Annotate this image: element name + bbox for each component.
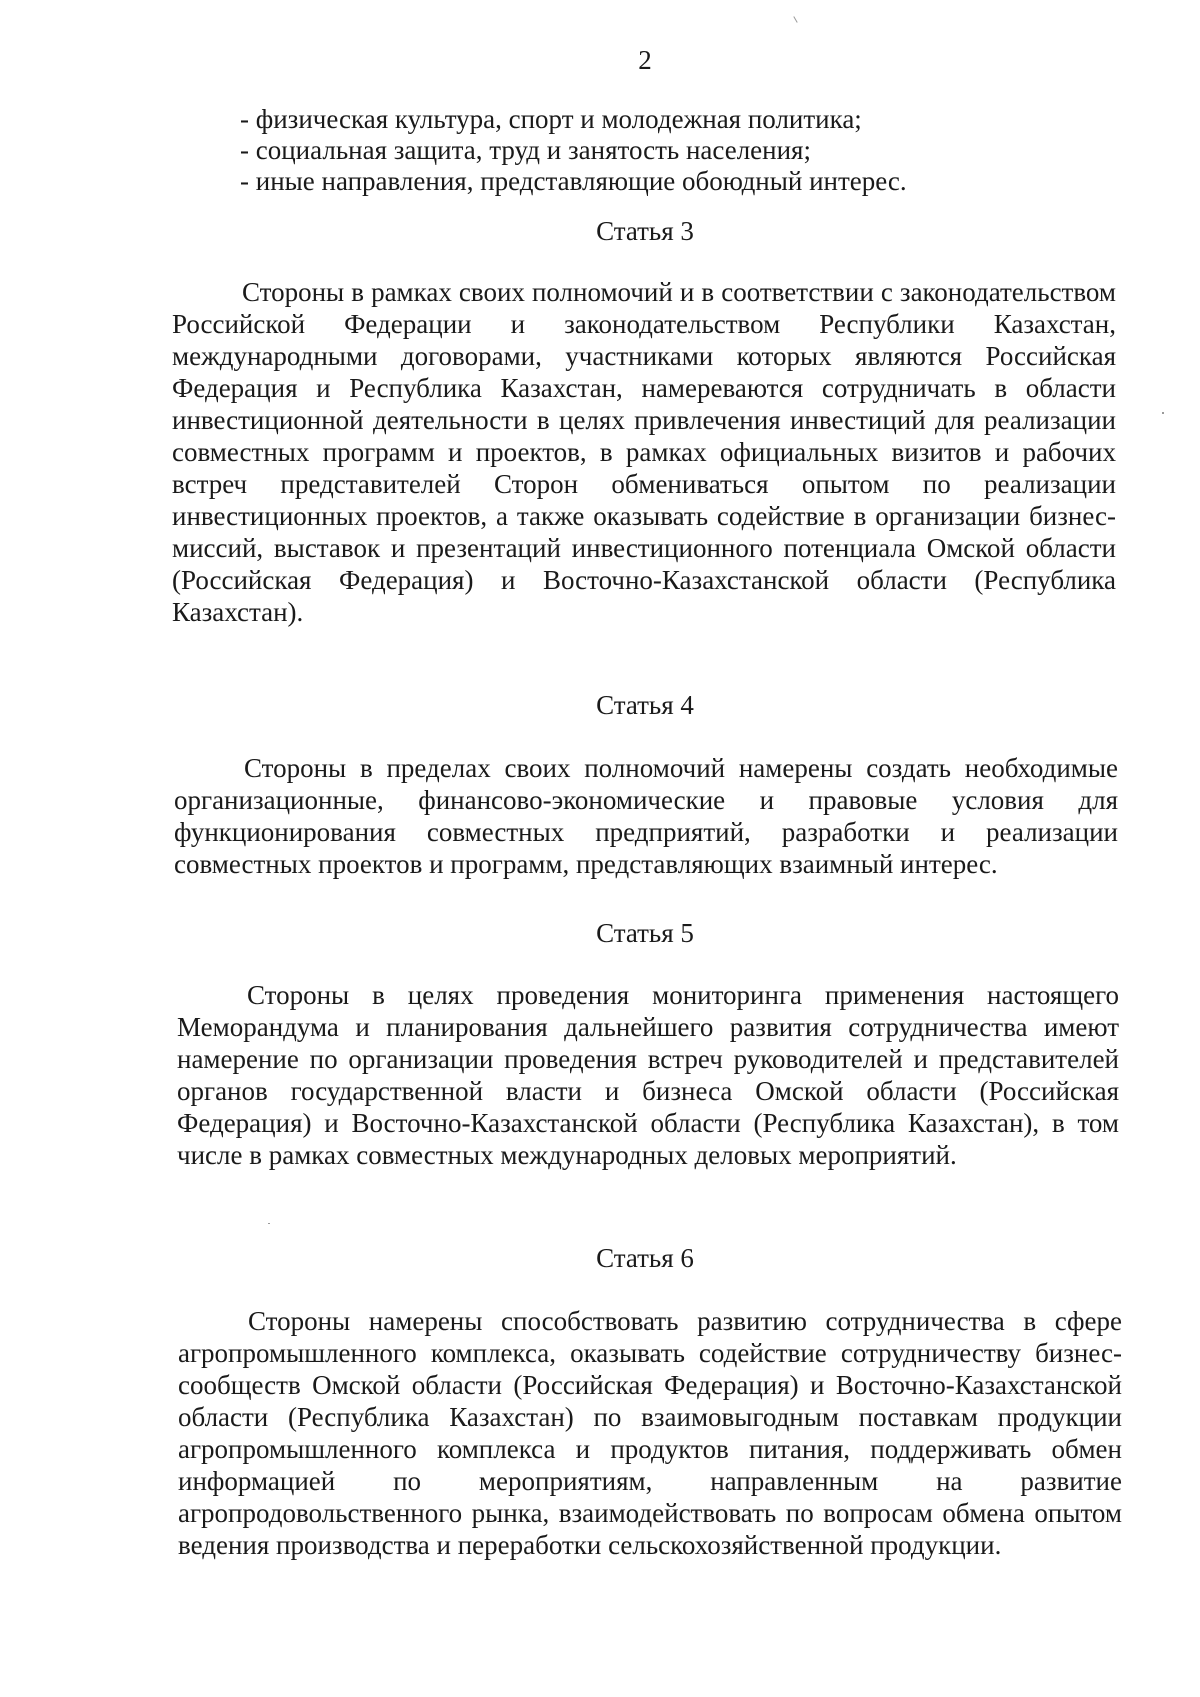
page-number: 2 bbox=[638, 45, 652, 75]
article-3-heading: Статья 3 bbox=[596, 216, 694, 246]
bullet-list bbox=[240, 104, 1140, 197]
article-5-text: Стороны в целях проведения мониторинга применения настоящего Меморандума и планирования дальнейшего развития сотрудничества имеют намерение по организации проведения встреч руководителей и представителей органов государственной власти и бизнеса Омской области (Российская Федерация) и Восточно-Казахстанской области (Республика Казахстан), в том числе в рамках совместных международных деловых мероприятий. bbox=[177, 980, 1119, 1170]
article-3-text: Стороны в рамках своих полномочий и в соответствии с законодательством Российской Федерации и законодательством Республики Казахстан, международными договорами, участниками которых являются Российская Федерация и Республика Казахстан, намереваются сотрудничать в области инвестиционной деятельности в целях привлечения инвестиций для реализации совместных программ и проектов, в рамках официальных визитов и рабочих встреч представителей Сторон обмениваться опытом по реализации инвестиционных проектов, а также оказывать содействие в организации бизнес-миссий, выставок и презентаций инвестиционного потенциала Омской области (Российская Федерация) и Восточно-Казахстанской области (Республика Казахстан). bbox=[172, 277, 1116, 627]
article-6-heading: Статья 6 bbox=[596, 1243, 694, 1273]
scan-speck bbox=[793, 16, 797, 23]
article-5-heading: Статья 5 bbox=[596, 918, 694, 948]
article-4-text: Стороны в пределах своих полномочий намерены создать необходимые организационные, финансово-экономические и правовые условия для функционирования совместных предприятий, разработки и реализации совместных проектов и программ, представляющих взаимный интерес. bbox=[174, 753, 1118, 879]
scan-speck bbox=[1162, 412, 1164, 414]
article-4-heading: Статья 4 bbox=[596, 690, 694, 720]
bullet-item: - физическая культура, спорт и молодежная политика; bbox=[240, 104, 862, 134]
scan-speck bbox=[268, 1223, 270, 1224]
bullet-item: - иные направления, представляющие обоюдный интерес. bbox=[240, 166, 907, 196]
article-6-text: Стороны намерены способствовать развитию сотрудничества в сфере агропромышленного комплекса, оказывать содействие сотрудничеству бизнес-сообществ Омской области (Российская Федерация) и Восточно-Казахстанской области (Республика Казахстан) по взаимовыгодным поставкам продукции агропромышленного комплекса и продуктов питания, поддерживать обмен информацией по мероприятиям, направленным на развитие агропродовольственного рынка, взаимодействовать по вопросам обмена опытом ведения производства и переработки сельскохозяйственной продукции. bbox=[178, 1306, 1122, 1560]
bullet-item: - социальная защита, труд и занятость населения; bbox=[240, 135, 811, 165]
